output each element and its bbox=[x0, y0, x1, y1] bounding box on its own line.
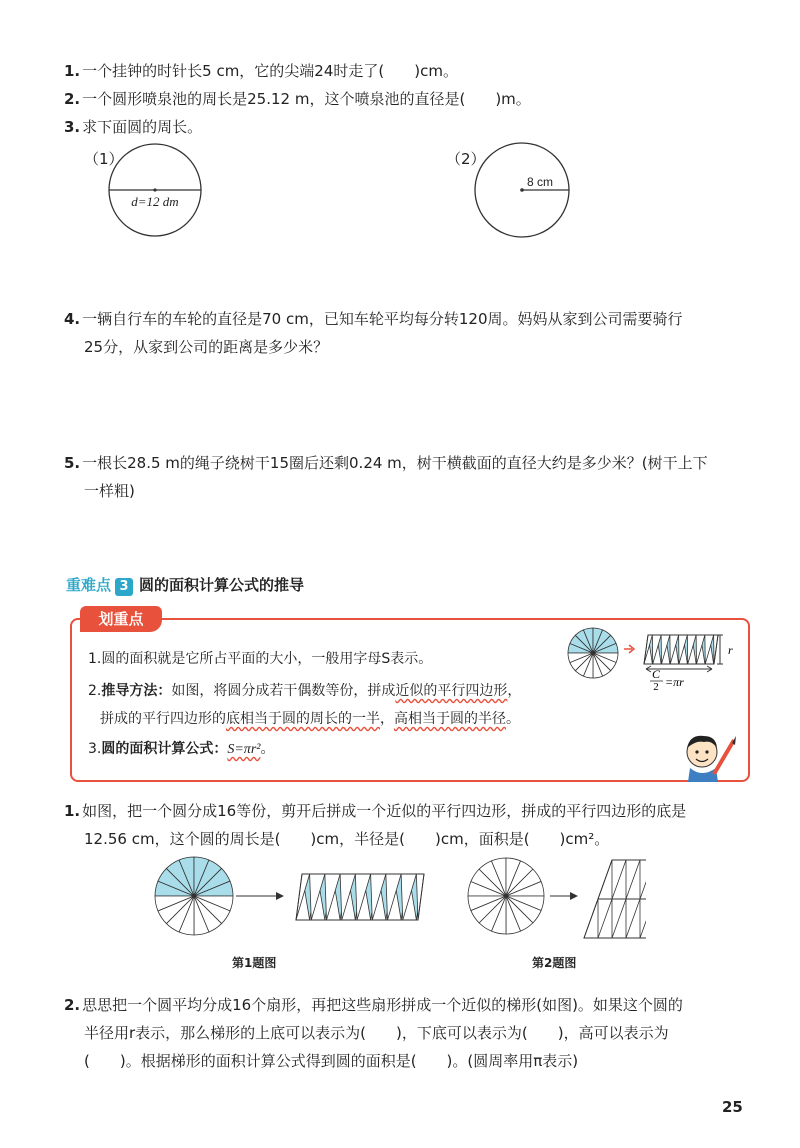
figure-1-parallelogram bbox=[296, 874, 424, 920]
keypoint-text: 如图，将圆分成若干偶数等份，拼成 bbox=[171, 683, 396, 699]
keypoint-text: 。 bbox=[260, 741, 275, 757]
question-4-line2: 25分，从家到公司的距离是多少米？ bbox=[84, 338, 329, 356]
section-heading bbox=[66, 574, 304, 596]
circle-1-diameter-label: d=12 dm bbox=[131, 194, 179, 209]
question-2 bbox=[64, 88, 531, 110]
circle-2-figure bbox=[472, 140, 572, 240]
practice-question-2 bbox=[64, 994, 683, 1016]
keypoint-highlight: 高相当于圆的半径 bbox=[394, 711, 506, 727]
parallelogram-strips bbox=[644, 635, 718, 664]
radius-label: r bbox=[728, 643, 733, 657]
figure-2-trapezoid bbox=[584, 860, 646, 938]
keypoint-text: ， bbox=[380, 711, 394, 727]
keypoint-3 bbox=[88, 738, 274, 761]
question-number: 2. bbox=[64, 90, 81, 108]
circle-1-figure bbox=[105, 140, 205, 240]
question-number: 1. bbox=[64, 62, 81, 80]
figure-2-caption: 第2题图 bbox=[532, 956, 577, 970]
keypoint-number: 2. bbox=[88, 683, 102, 699]
area-formula: S=πr² bbox=[227, 742, 261, 757]
derivation-diagram bbox=[566, 624, 742, 690]
circle-2-label: （2） bbox=[446, 150, 486, 168]
keypoints-tab: 划重点 bbox=[80, 606, 162, 632]
question-text: 一个圆形喷泉池的周长是25.12 m，这个喷泉池的直径是( )m。 bbox=[82, 90, 531, 108]
cartoon-boy-icon bbox=[676, 728, 740, 784]
section-title: 圆的面积计算公式的推导 bbox=[139, 576, 305, 594]
keypoint-2 bbox=[88, 680, 521, 702]
circumference-label: C bbox=[651, 667, 661, 681]
keypoint-highlight: 近似的平行四边形 bbox=[395, 683, 508, 699]
pi-r-label: =πr bbox=[665, 675, 684, 689]
question-5 bbox=[64, 452, 708, 474]
section-number: 3 bbox=[115, 578, 133, 596]
keypoint-1 bbox=[88, 648, 432, 670]
question-1 bbox=[64, 60, 458, 82]
question-number: 5. bbox=[64, 454, 81, 472]
keypoint-number: 1. bbox=[88, 651, 102, 667]
figure-1-circle bbox=[155, 857, 233, 935]
figure-2 bbox=[466, 852, 646, 942]
question-5-line2: 一样粗) bbox=[84, 482, 135, 500]
keypoint-text: 。 bbox=[506, 711, 520, 727]
keypoint-number: 3. bbox=[88, 741, 102, 757]
practice-question-1-line2: 12.56 cm，这个圆的周长是( )cm，半径是( )cm，面积是( )cm²。 bbox=[84, 830, 610, 848]
keypoint-2-line2 bbox=[100, 708, 520, 730]
question-number: 1. bbox=[64, 802, 81, 820]
practice-question-1 bbox=[64, 800, 686, 822]
practice-question-2-line3: ( )。根据梯形的面积计算公式得到圆的面积是( )。(圆周率用π表示) bbox=[84, 1052, 579, 1070]
question-number: 4. bbox=[64, 310, 81, 328]
arrow-icon bbox=[570, 892, 578, 900]
divided-circle bbox=[568, 628, 618, 678]
practice-question-2-line2: 半径用r表示，那么梯形的上底可以表示为( )，下底可以表示为( )，高可以表示为 bbox=[84, 1024, 669, 1042]
keypoint-text: ， bbox=[507, 683, 522, 699]
question-4 bbox=[64, 308, 683, 330]
circle-1-label: （1） bbox=[84, 150, 124, 168]
question-text: 一根长28.5 m的绳子绕树干15圈后还剩0.24 m，树干横截面的直径大约是多少米？(树干上下 bbox=[82, 454, 708, 472]
page-number: 25 bbox=[722, 1098, 743, 1116]
question-number: 2. bbox=[64, 996, 81, 1014]
keypoint-label: 推导方法： bbox=[101, 683, 172, 699]
keypoint-text: 拼成的平行四边形的 bbox=[100, 711, 226, 727]
section-tag: 重难点 bbox=[66, 576, 112, 594]
question-number: 3. bbox=[64, 118, 81, 136]
figure-2-circle bbox=[468, 858, 544, 934]
arrow-icon bbox=[276, 892, 284, 900]
question-3 bbox=[64, 116, 202, 138]
question-text: 求下面圆的周长。 bbox=[82, 118, 203, 136]
question-text: 如图，把一个圆分成16等份，剪开后拼成一个近似的平行四边形，拼成的平行四边形的底是 bbox=[82, 802, 687, 820]
figure-1-caption: 第1题图 bbox=[232, 956, 277, 970]
keypoint-highlight: 底相当于圆的周长的一半 bbox=[226, 711, 380, 727]
question-text: 一个挂钟的时针长5 cm，它的尖端24时走了( )cm。 bbox=[82, 62, 458, 80]
circle-2-radius-label: 8 cm bbox=[526, 175, 554, 189]
keypoint-text: 圆的面积就是它所占平面的大小，一般用字母S表示。 bbox=[101, 651, 433, 667]
figure-1 bbox=[150, 852, 440, 942]
question-text: 思思把一个圆平均分成16个扇形，再把这些扇形拼成一个近似的梯形(如图)。如果这个圆的 bbox=[82, 996, 683, 1014]
keypoint-label: 圆的面积计算公式： bbox=[101, 741, 228, 757]
question-text: 一辆自行车的车轮的直径是70 cm，已知车轮平均每分转120周。妈妈从家到公司需要骑行 bbox=[82, 310, 683, 328]
half-label: 2 bbox=[653, 681, 659, 690]
arrow-icon bbox=[624, 645, 634, 653]
